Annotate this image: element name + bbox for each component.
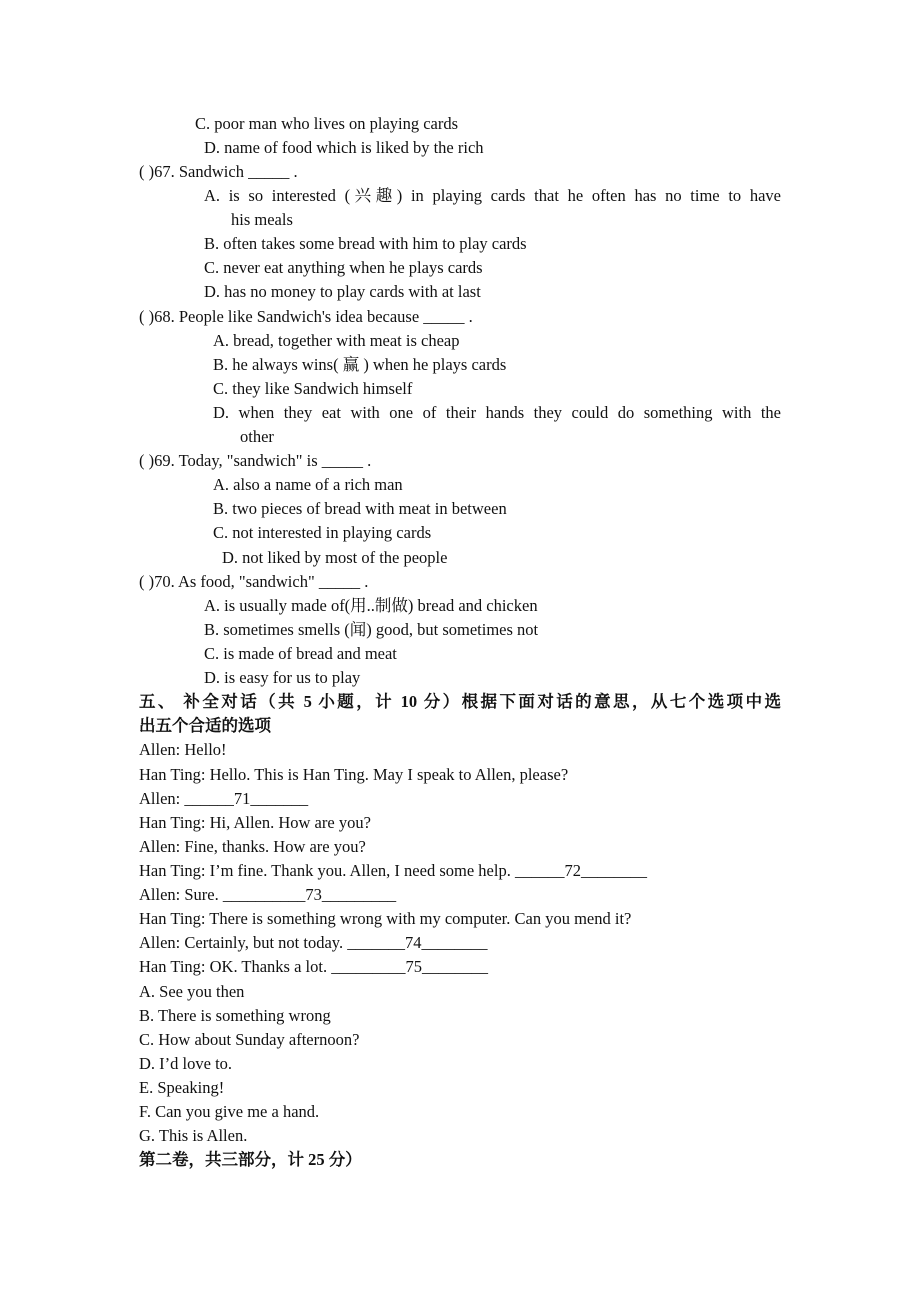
q67-option-b: B. often takes some bread with him to play cards (204, 234, 527, 253)
q68-option-b: B. he always wins( 赢 ) when he plays cards (213, 355, 507, 374)
q69-option-c: C. not interested in playing cards (213, 523, 432, 542)
q66-option-c: C. poor man who lives on playing cards (195, 114, 459, 133)
dialogue-line: Han Ting: Hello. This is Han Ting. May I speak to Allen, please? (139, 765, 569, 784)
q67-stem: ( )67. Sandwich _____ . (139, 162, 298, 181)
choice-a: A. See you then (139, 982, 245, 1001)
dialogue-line-blank-73: Allen: Sure. __________73_________ (139, 885, 397, 904)
q67-option-d: D. has no money to play cards with at last (204, 282, 481, 301)
q69-option-d: D. not liked by most of the people (222, 548, 448, 567)
dialogue-line: Han Ting: Hi, Allen. How are you? (139, 813, 371, 832)
section5-heading-cont: 出五个合适的选项 (139, 716, 271, 735)
q70-option-d: D. is easy for us to play (204, 668, 361, 687)
dialogue-line: Allen: Fine, thanks. How are you? (139, 837, 366, 856)
choice-d: D. I’d love to. (139, 1054, 233, 1073)
q68-option-c: C. they like Sandwich himself (213, 379, 413, 398)
dialogue-line-blank-74: Allen: Certainly, but not today. _______74________ (139, 933, 488, 952)
q69-stem: ( )69. Today, "sandwich" is _____ . (139, 451, 372, 470)
dialogue-line-blank-71: Allen: ______71_______ (139, 789, 309, 808)
part2-heading: 第二卷，共三部分，计 25 分） (139, 1150, 362, 1169)
q67-option-c: C. never eat anything when he plays cards (204, 258, 483, 277)
dialogue-line: Han Ting: There is something wrong with my computer. Can you mend it? (139, 909, 632, 928)
choice-e: E. Speaking! (139, 1078, 225, 1097)
q70-option-c: C. is made of bread and meat (204, 644, 397, 663)
dialogue-line-blank-72: Han Ting: I’m fine. Thank you. Allen, I need some help. ______72________ (139, 861, 647, 880)
q70-option-a: A. is usually made of(用..制做) bread and chicken (204, 596, 538, 615)
q70-option-b: B. sometimes smells (闻) good, but sometimes not (204, 620, 539, 639)
section5-heading: 五、 补全对话（共 5 小题，计 10 分）根据下面对话的意思，从七个选项中选 (139, 692, 781, 711)
dialogue-line-blank-75: Han Ting: OK. Thanks a lot. _________75________ (139, 957, 488, 976)
q69-option-a: A. also a name of a rich man (213, 475, 403, 494)
dialogue-line: Allen: Hello! (139, 740, 227, 759)
choice-g: G. This is Allen. (139, 1126, 248, 1145)
q70-stem: ( )70. As food, "sandwich" _____ . (139, 572, 369, 591)
choice-f: F. Can you give me a hand. (139, 1102, 320, 1121)
choice-b: B. There is something wrong (139, 1006, 331, 1025)
q67-option-a: A. is so interested (兴趣) in playing cards that he often has no time to have (204, 186, 781, 205)
q68-stem: ( )68. People like Sandwich's idea because _____ . (139, 307, 473, 326)
choice-c: C. How about Sunday afternoon? (139, 1030, 360, 1049)
q69-option-b: B. two pieces of bread with meat in between (213, 499, 507, 518)
q68-option-a: A. bread, together with meat is cheap (213, 331, 460, 350)
q66-option-d: D. name of food which is liked by the rich (204, 138, 484, 157)
q67-option-a-cont: his meals (231, 210, 293, 229)
q68-option-d-cont: other (240, 427, 274, 446)
q68-option-d: D. when they eat with one of their hands they could do something with the (213, 403, 781, 422)
